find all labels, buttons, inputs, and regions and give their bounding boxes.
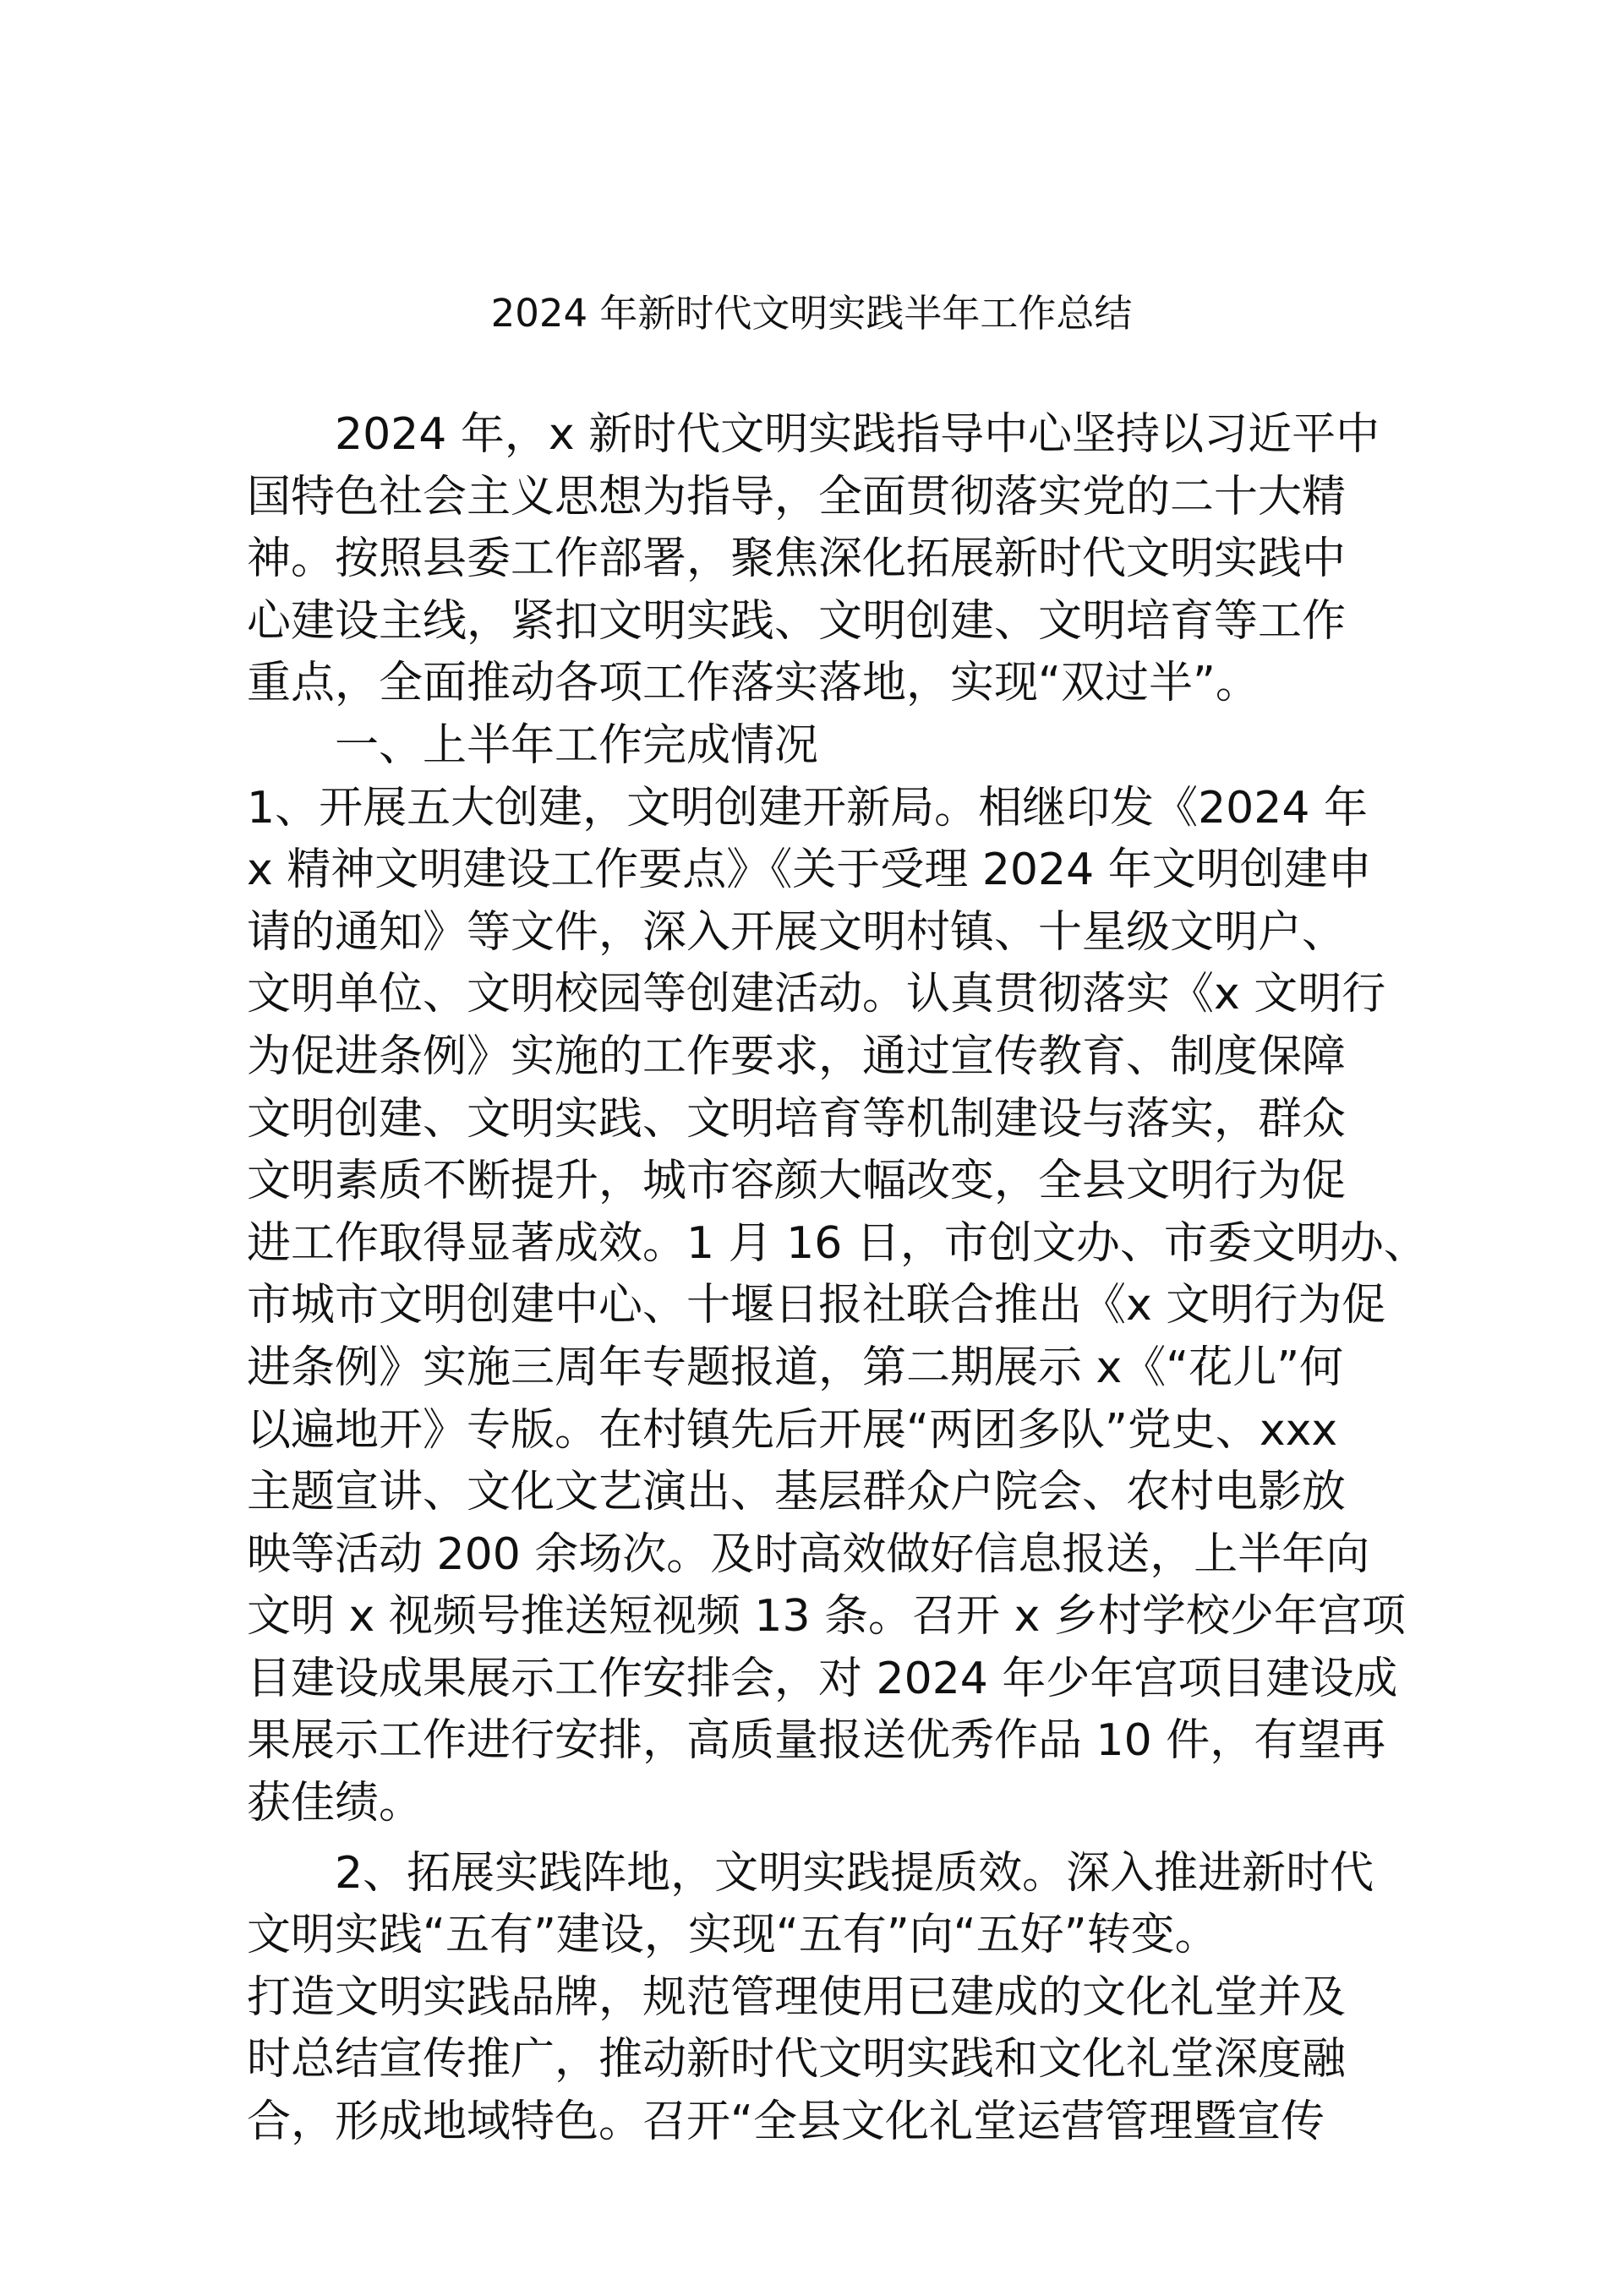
text-line: 文明实践“五有”建设，实现“五有”向“五好”转变。	[247, 1910, 1219, 1961]
document-body	[247, 404, 1428, 2154]
text-line: 进工作取得显著成效。1 月 16 日，市创文办、市委文明办、	[247, 1217, 1428, 1269]
text-line: 文明单位、文明校园等创建活动。认真贯彻落实《x 文明行	[247, 969, 1386, 1020]
text-line: 果展示工作进行安排，高质量报送优秀作品 10 件，有望再	[247, 1715, 1386, 1767]
text-line: 合，形成地域特色。召开“全县文化礼堂运营管理暨宣传	[247, 2096, 1325, 2148]
text-line: 2、拓展实践阵地，文明实践提质效。深入推进新时代	[335, 1847, 1374, 1899]
text-line: 文明 x 视频号推送短视频 13 条。召开 x 乡村学校少年宫项	[247, 1591, 1406, 1643]
text-line: 进条例》实施三周年专题报道，第二期展示 x《“花儿”何	[247, 1342, 1344, 1393]
text-line: x 精神文明建设工作要点》《关于受理 2024 年文明创建申	[247, 845, 1372, 896]
text-line: 心建设主线，紧扣文明实践、文明创建、文明培育等工作	[247, 595, 1347, 647]
text-line: 为促进条例》实施的工作要求，通过宣传教育、制度保障	[247, 1030, 1347, 1082]
text-line: 市城市文明创建中心、十堰日报社联合推出《x 文明行为促	[247, 1280, 1386, 1331]
text-line: 时总结宣传推广，推动新时代文明实践和文化礼堂深度融	[247, 2034, 1347, 2086]
text-line: 重点，全面推动各项工作落实落地，实现“双过半”。	[247, 658, 1260, 709]
text-line: 映等活动 200 余场次。及时高效做好信息报送，上半年向	[247, 1528, 1370, 1580]
text-line: 神。按照县委工作部署，聚焦深化拓展新时代文明实践中	[247, 533, 1347, 585]
text-line: 一、上半年工作完成情况	[335, 719, 819, 771]
text-line: 1、开展五大创建，文明创建开新局。相继印发《2024 年	[247, 782, 1368, 834]
text-line: 国特色社会主义思想为指导，全面贯彻落实党的二十大精	[247, 471, 1347, 522]
text-line: 2024 年，x 新时代文明实践指导中心坚持以习近平中	[335, 409, 1380, 460]
text-line: 目建设成果展示工作安排会，对 2024 年少年宫项目建设成	[247, 1653, 1398, 1704]
text-line: 文明创建、文明实践、文明培育等机制建设与落实，群众	[247, 1093, 1347, 1145]
text-line: 主题宣讲、文化文艺演出、基层群众户院会、农村电影放	[247, 1467, 1347, 1518]
text-line: 以遍地开》专版。在村镇先后开展“两团多队”党史、xxx	[247, 1404, 1338, 1456]
text-line: 文明素质不断提升，城市容颜大幅改变，全县文明行为促	[247, 1156, 1347, 1207]
text-line: 获佳绩。	[247, 1778, 424, 1829]
document-title: 2024 年新时代文明实践半年工作总结	[490, 291, 1133, 336]
paragraph-gap	[247, 1835, 1396, 1843]
text-line: 打造文明实践品牌，规范管理使用已建成的文化礼堂并及	[247, 1971, 1347, 2023]
text-line: 请的通知》等文件，深入开展文明村镇、十星级文明户、	[247, 906, 1347, 958]
